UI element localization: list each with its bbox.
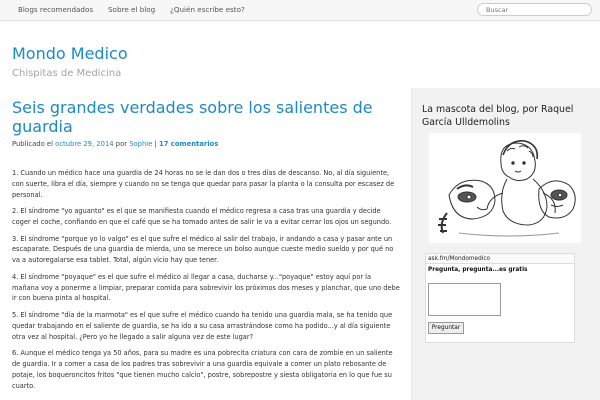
search-input[interactable] xyxy=(477,3,592,16)
sidebar xyxy=(411,88,600,400)
ask-widget-header[interactable]: ask.fm/Mondomedico xyxy=(426,254,574,264)
ask-question-input[interactable] xyxy=(428,283,501,316)
top-navigation xyxy=(0,0,600,21)
post-paragraph-4: 4. El síndrome "poyaque" es el que sufre el médico al llegar a casa, ducharse y..."poyaque" estoy aquí por la mañana voy a ponerme a limpiar, preparar comida para sobrevivir los próximos dos meses y planchar, que uno debe ir con buena pinta al hospital. xyxy=(12,272,400,303)
post-paragraph-3: 3. El síndrome "porque yo lo valgo" es el que sufre el médico al salir del trabajo, ir andando a casa y pasar ante un escaparate. Después de una guardia de mierda, uno se merece un bolso aunque cueste medio sueldo y por qué no va a autoregalarse esa tablet. Total, algún vicio hay que tener. xyxy=(12,234,394,265)
meta-prefix: Publicado el xyxy=(12,140,56,148)
ask-question-label: Pregunta, pregunta...es gratis xyxy=(428,267,528,273)
post-title[interactable]: Seis grandes verdades sobre los salientes de guardia xyxy=(12,98,373,136)
post-comments-link[interactable]: 17 comentarios xyxy=(158,140,219,148)
nav-item-sobre-el-blog[interactable]: Sobre el blog xyxy=(108,5,156,14)
meta-separator: | xyxy=(152,140,159,148)
site-title[interactable]: Mondo Medico xyxy=(12,44,128,63)
post-meta xyxy=(12,140,218,148)
ask-widget xyxy=(425,253,575,343)
meta-by: por xyxy=(113,140,130,148)
nav-item-quien-escribe[interactable]: ¿Quién escribe esto? xyxy=(170,5,245,14)
post-paragraph-6: 6. Aunque el médico tenga ya 50 años, para su madre es una pobrecita criatura con cara de zombie en un saliente de guardia. Ir a comer a casa de los padres tras sobrevivir a una guardia equivale a comer un plato rebosante de potaje, los boqueroncitos fritos "que tienen mucho calcio", postre, sobrepostre y siesta obligatoria en lo que fue su cuarto. xyxy=(12,349,393,390)
mascot-illustration xyxy=(429,133,581,243)
nav-item-blogs-recomendados[interactable]: Blogs recomendados xyxy=(18,5,94,14)
post-paragraph-5: 5. El síndrome "día de la marmota" es el que sufre el médico cuando ha tenido una guardia mala, se ha tenido que quedar trabajando en el saliente de guardia, se ha ido a su casa arrastrándose como ha podido...y al día siguiente otra vez al hospital. ¿Pero yo he llegado a salir alguna vez de este lugar? xyxy=(12,310,393,341)
site-tagline: Chispitas de Medicina xyxy=(12,68,122,79)
post-paragraph-2: 2. El síndrome "yo aguanto" es el que se manifiesta cuando el médico regresa a casa tras una guardia y decide coger el coche, confiando en que el café que se ha tomado antes de salir le va a evitar cerrar los ojos un segundo. xyxy=(12,207,392,226)
post-paragraph-1: 1. Cuando un médico hace una guardia de 24 horas no se le dan dos o tres días de descanso. No, al día siguiente, con suerte, libra el día, siempre y cuando no se tenga que quedar para pasar la planta o la consulta por escasez de personal. xyxy=(12,169,395,199)
post-date-link[interactable]: octubre 29, 2014 xyxy=(55,140,114,148)
ask-submit-button[interactable]: Preguntar xyxy=(428,322,464,334)
post-body xyxy=(12,168,400,397)
post-author-link[interactable]: Sophie xyxy=(129,140,153,148)
mascot-widget-title: La mascota del blog, por Raquel García Ulldemolins xyxy=(422,104,574,128)
